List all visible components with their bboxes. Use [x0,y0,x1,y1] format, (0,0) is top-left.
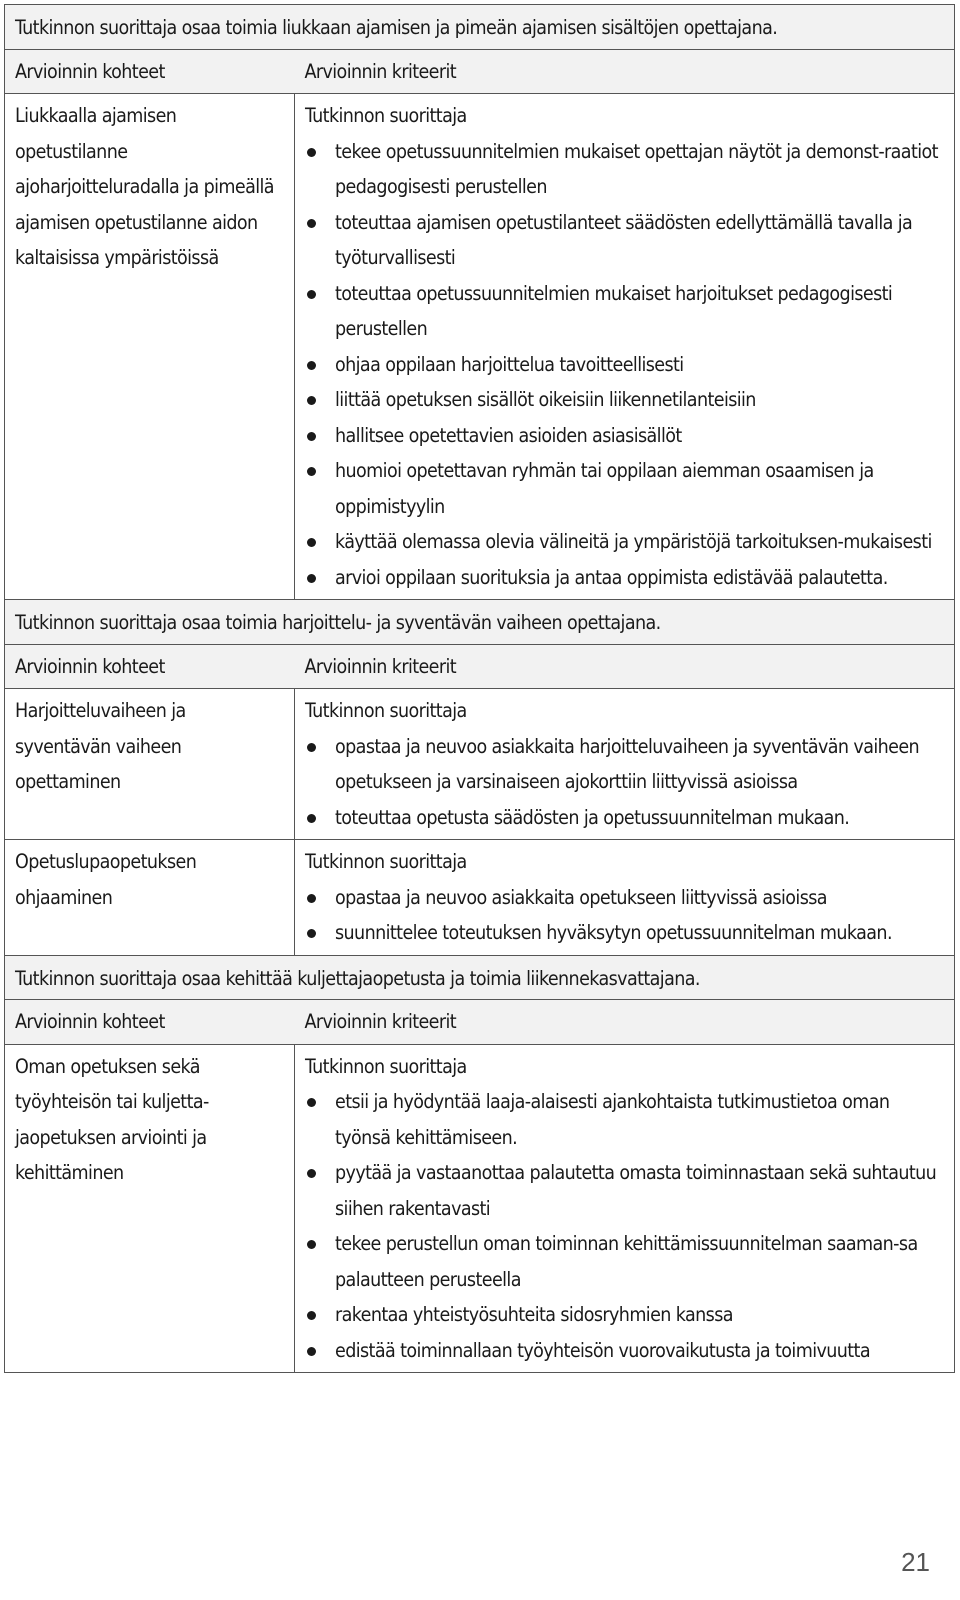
bullet-icon [307,574,316,583]
criteria-text: liittää opetuksen sisällöt oikeisiin liikennetilanteisiin [335,388,756,411]
assessment-table [4,4,955,1373]
assessment-target: Liukkaalla ajamisen opetustilanne ajoharjoitteluradalla ja pimeällä ajamisen opetustilanne aidon kaltaisissa ympäristöissä [5,94,295,600]
criteria-item [305,205,946,276]
criteria-lead: Tutkinnon suorittaja [305,104,467,127]
assessment-row [5,840,955,956]
criteria-cell [295,94,955,600]
criteria-text: rakentaa yhteistyösuhteita sidosryhmien kanssa [335,1303,733,1326]
criteria-item [305,800,946,836]
criteria-cell [295,1044,955,1373]
bullet-icon [307,1169,316,1178]
criteria-item [305,347,946,383]
criteria-item [305,276,946,347]
criteria-text: edistää toiminnallaan työyhteisön vuorovaikutusta ja toimivuutta [335,1338,870,1362]
criteria-list [305,134,946,596]
criteria-item [305,453,946,524]
criteria-item [305,524,946,560]
criteria-item [305,1155,946,1226]
criteria-lead: Tutkinnon suorittaja [305,850,467,873]
bullet-icon [307,929,316,938]
section-title-row [5,5,955,50]
criteria-text: huomioi opetettavan ryhmän tai oppilaan aiemman osaamisen ja oppimistyylin [335,459,874,518]
column-header-targets: Arvioinnin kohteet [5,1000,295,1045]
page-number: 21 [901,1547,930,1577]
criteria-text: suunnittelee toteutuksen hyväksytyn opetussuunnitelman mukaan. [335,921,892,944]
column-header-criteria: Arvioinnin kriteerit [295,644,955,689]
assessment-row [5,689,955,840]
bullet-icon [307,743,316,752]
criteria-list [305,729,946,836]
section-title-row [5,600,955,645]
assessment-target: Harjoitteluvaiheen ja syventävän vaiheen opettaminen [5,689,295,840]
column-header-criteria: Arvioinnin kriteerit [295,1000,955,1045]
criteria-item [305,134,946,205]
criteria-text: ohjaa oppilaan harjoittelua tavoitteellisesti [335,352,684,376]
criteria-text: käyttää olemassa olevia välineitä ja ympäristöjä tarkoituksen-mukaisesti [335,530,932,553]
criteria-item [305,560,946,596]
bullet-icon [307,361,316,370]
criteria-text: tekee opetussuunnitelmien mukaiset opettajan näytöt ja demonst-raatiot pedagogisesti perustellen [335,139,938,198]
criteria-item [305,418,946,454]
bullet-icon [307,538,316,547]
assessment-target: Opetuslupaopetuksen ohjaaminen [5,840,295,956]
criteria-lead: Tutkinnon suorittaja [305,699,467,722]
bullet-icon [307,148,316,157]
bullet-icon [307,290,316,299]
criteria-item [305,729,946,800]
section-title: Tutkinnon suorittaja osaa toimia harjoittelu- ja syventävän vaiheen opettajana. [5,600,955,645]
section-title: Tutkinnon suorittaja osaa toimia liukkaan ajamisen ja pimeän ajamisen sisältöjen opettajana. [5,5,955,50]
criteria-text: toteuttaa opetussuunnitelmien mukaiset harjoitukset pedagogisesti perustellen [335,281,893,340]
criteria-text: opastaa ja neuvoo asiakkaita harjoitteluvaiheen ja syventävän vaiheen opetukseen ja varsinaiseen ajokorttiin liittyvissä asioissa [335,734,920,793]
section-title: Tutkinnon suorittaja osaa kehittää kuljettajaopetusta ja toimia liikennekasvattajana. [5,955,955,1000]
assessment-target: Oman opetuksen sekä työyhteisön tai kuljetta-jaopetuksen arviointi ja kehittäminen [5,1044,295,1373]
criteria-list [305,880,946,951]
criteria-item [305,1084,946,1155]
column-header-row [5,1000,955,1045]
criteria-item [305,1333,946,1369]
column-header-row [5,644,955,689]
criteria-cell [295,840,955,956]
section-title-row [5,955,955,1000]
column-header-targets: Arvioinnin kohteet [5,49,295,94]
criteria-text: pyytää ja vastaanottaa palautetta omasta toiminnastaan sekä suhtautuu siihen rakentavasti [335,1161,937,1220]
bullet-icon [307,396,316,405]
criteria-item [305,1297,946,1333]
criteria-item [305,880,946,916]
bullet-icon [307,467,316,476]
bullet-icon [307,432,316,441]
criteria-text: hallitsee opetettavien asioiden asiasisällöt [335,423,682,447]
criteria-cell [295,689,955,840]
column-header-targets: Arvioinnin kohteet [5,644,295,689]
assessment-row [5,94,955,600]
bullet-icon [307,1098,316,1107]
bullet-icon [307,814,316,823]
column-header-row [5,49,955,94]
criteria-text: arvioi oppilaan suorituksia ja antaa oppimista edistävää palautetta. [335,565,888,589]
criteria-item [305,382,946,418]
criteria-text: toteuttaa ajamisen opetustilanteet säädösten edellyttämällä tavalla ja työturvallisesti [335,210,913,269]
criteria-item [305,915,946,951]
assessment-row [5,1044,955,1373]
column-header-criteria: Arvioinnin kriteerit [295,49,955,94]
bullet-icon [307,1311,316,1320]
criteria-lead: Tutkinnon suorittaja [305,1054,467,1078]
criteria-text: opastaa ja neuvoo asiakkaita opetukseen liittyvissä asioissa [335,885,827,909]
criteria-list [305,1084,946,1368]
bullet-icon [307,894,316,903]
criteria-text: tekee perustellun oman toiminnan kehittämissuunnitelman saaman-sa palautteen perusteella [335,1232,918,1291]
criteria-text: toteuttaa opetusta säädösten ja opetussuunnitelman mukaan. [335,805,850,829]
bullet-icon [307,219,316,228]
bullet-icon [307,1240,316,1249]
criteria-item [305,1226,946,1297]
criteria-text: etsii ja hyödyntää laaja-alaisesti ajankohtaista tutkimustietoa oman työnsä kehittämiseen. [335,1090,890,1149]
bullet-icon [307,1347,316,1356]
